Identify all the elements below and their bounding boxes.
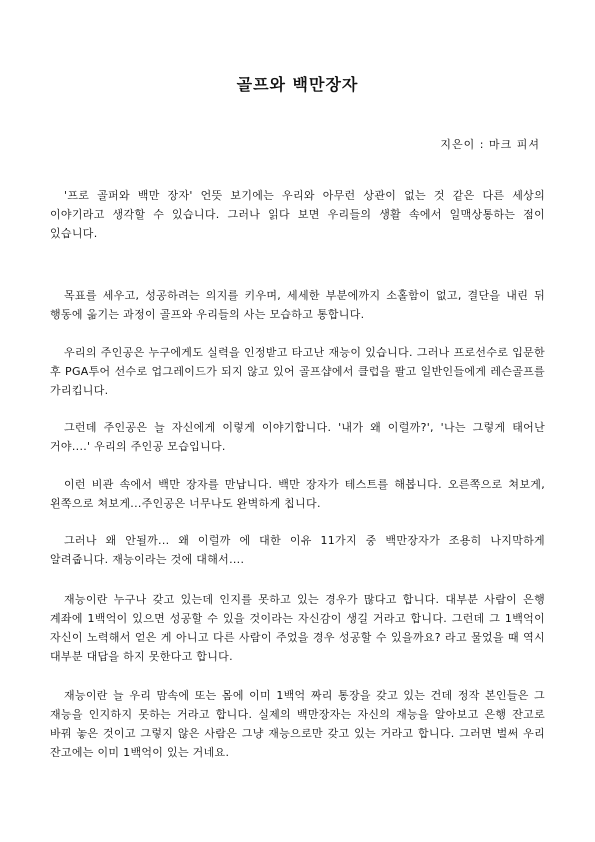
paragraph-talent-definition: 재능이란 누구나 갖고 있는데 인지를 못하고 있는 경우가 많다고 합니다. 대부분 사람이 은행 계좌에 1백억이 있으면 성공할 수 있을 것이라는 자신감이 생길 거라고 합니다. 그런데 그 1백억이 자신이 노력해서 얻은 게 아니고 다른 사람이 주었을 경우 성공할 수 있을까요? 라고 물었을 때 역시 대부분 대답을 하지 못한다고 합니다. (50, 593, 545, 663)
paragraph-meeting-millionaire: 이런 비관 속에서 백만 장자를 만납니다. 백만 장자가 테스트를 해봅니다. 오른쪽으로 쳐보게, 왼쪽으로 쳐보게...주인공은 너무나도 완벽하게 칩니다. (50, 478, 545, 510)
paragraph-self-talk: 그런데 주인공은 늘 자신에게 이렇게 이야기합니다. '내가 왜 이럴까?', '나는 그렇게 태어난 거야....' 우리의 주인공 모습입니다. (50, 421, 545, 453)
paragraph-intro: '프로 골퍼와 백만 장자' 언뜻 보기에는 우리와 아무런 상관이 없는 것 같은 다른 세상의 이야기라고 생각할 수 있습니다. 그러나 읽다 보면 우리들의 생활 속에서 일맥상통하는 점이 있습니다. (50, 189, 545, 240)
paragraph-eleven-reasons: 그러나 왜 안될까... 왜 이럴까 에 대한 이유 11가지 중 백만장자가 조용히 나지막하게 알려줍니다. 재능이라는 것에 대해서.... (50, 534, 545, 566)
paragraph-protagonist: 우리의 주인공은 누구에게도 실력을 인정받고 타고난 재능이 있습니다. 그러나 프로선수로 입문한 후 PGA투어 선수로 업그레이드가 되지 않고 있어 골프샵에서 클럽을 팔고 일반인들에게 레슨골프를 가리킵니다. (50, 346, 545, 397)
paragraph-talent-bank-account: 재능이란 늘 우리 맘속에 또는 몸에 이미 1백억 짜리 통장을 갖고 있는 건데 정작 본인들은 그 재능을 인지하지 못하는 거라고 합니다. 실제의 백만장자는 자신의 재능을 알아보고 은행 잔고로 바꿔 놓은 것이고 그렇지 않은 사람은 그냥 재능으로만 갖고 있는 거라고 합니다. 그러면 벌써 우리 잔고에는 이미 1백억이 있는 거네요. (50, 689, 545, 759)
author-line: 지은이 : 마크 피셔 (440, 138, 540, 151)
document-title: 골프와 백만장자 (236, 75, 359, 94)
paragraph-goals: 목표를 세우고, 성공하려는 의지를 키우며, 세세한 부분에까지 소홀함이 없고, 결단을 내린 뒤 행동에 옮기는 과정이 골프와 우리들의 사는 모습하고 통합니다. (50, 289, 545, 321)
